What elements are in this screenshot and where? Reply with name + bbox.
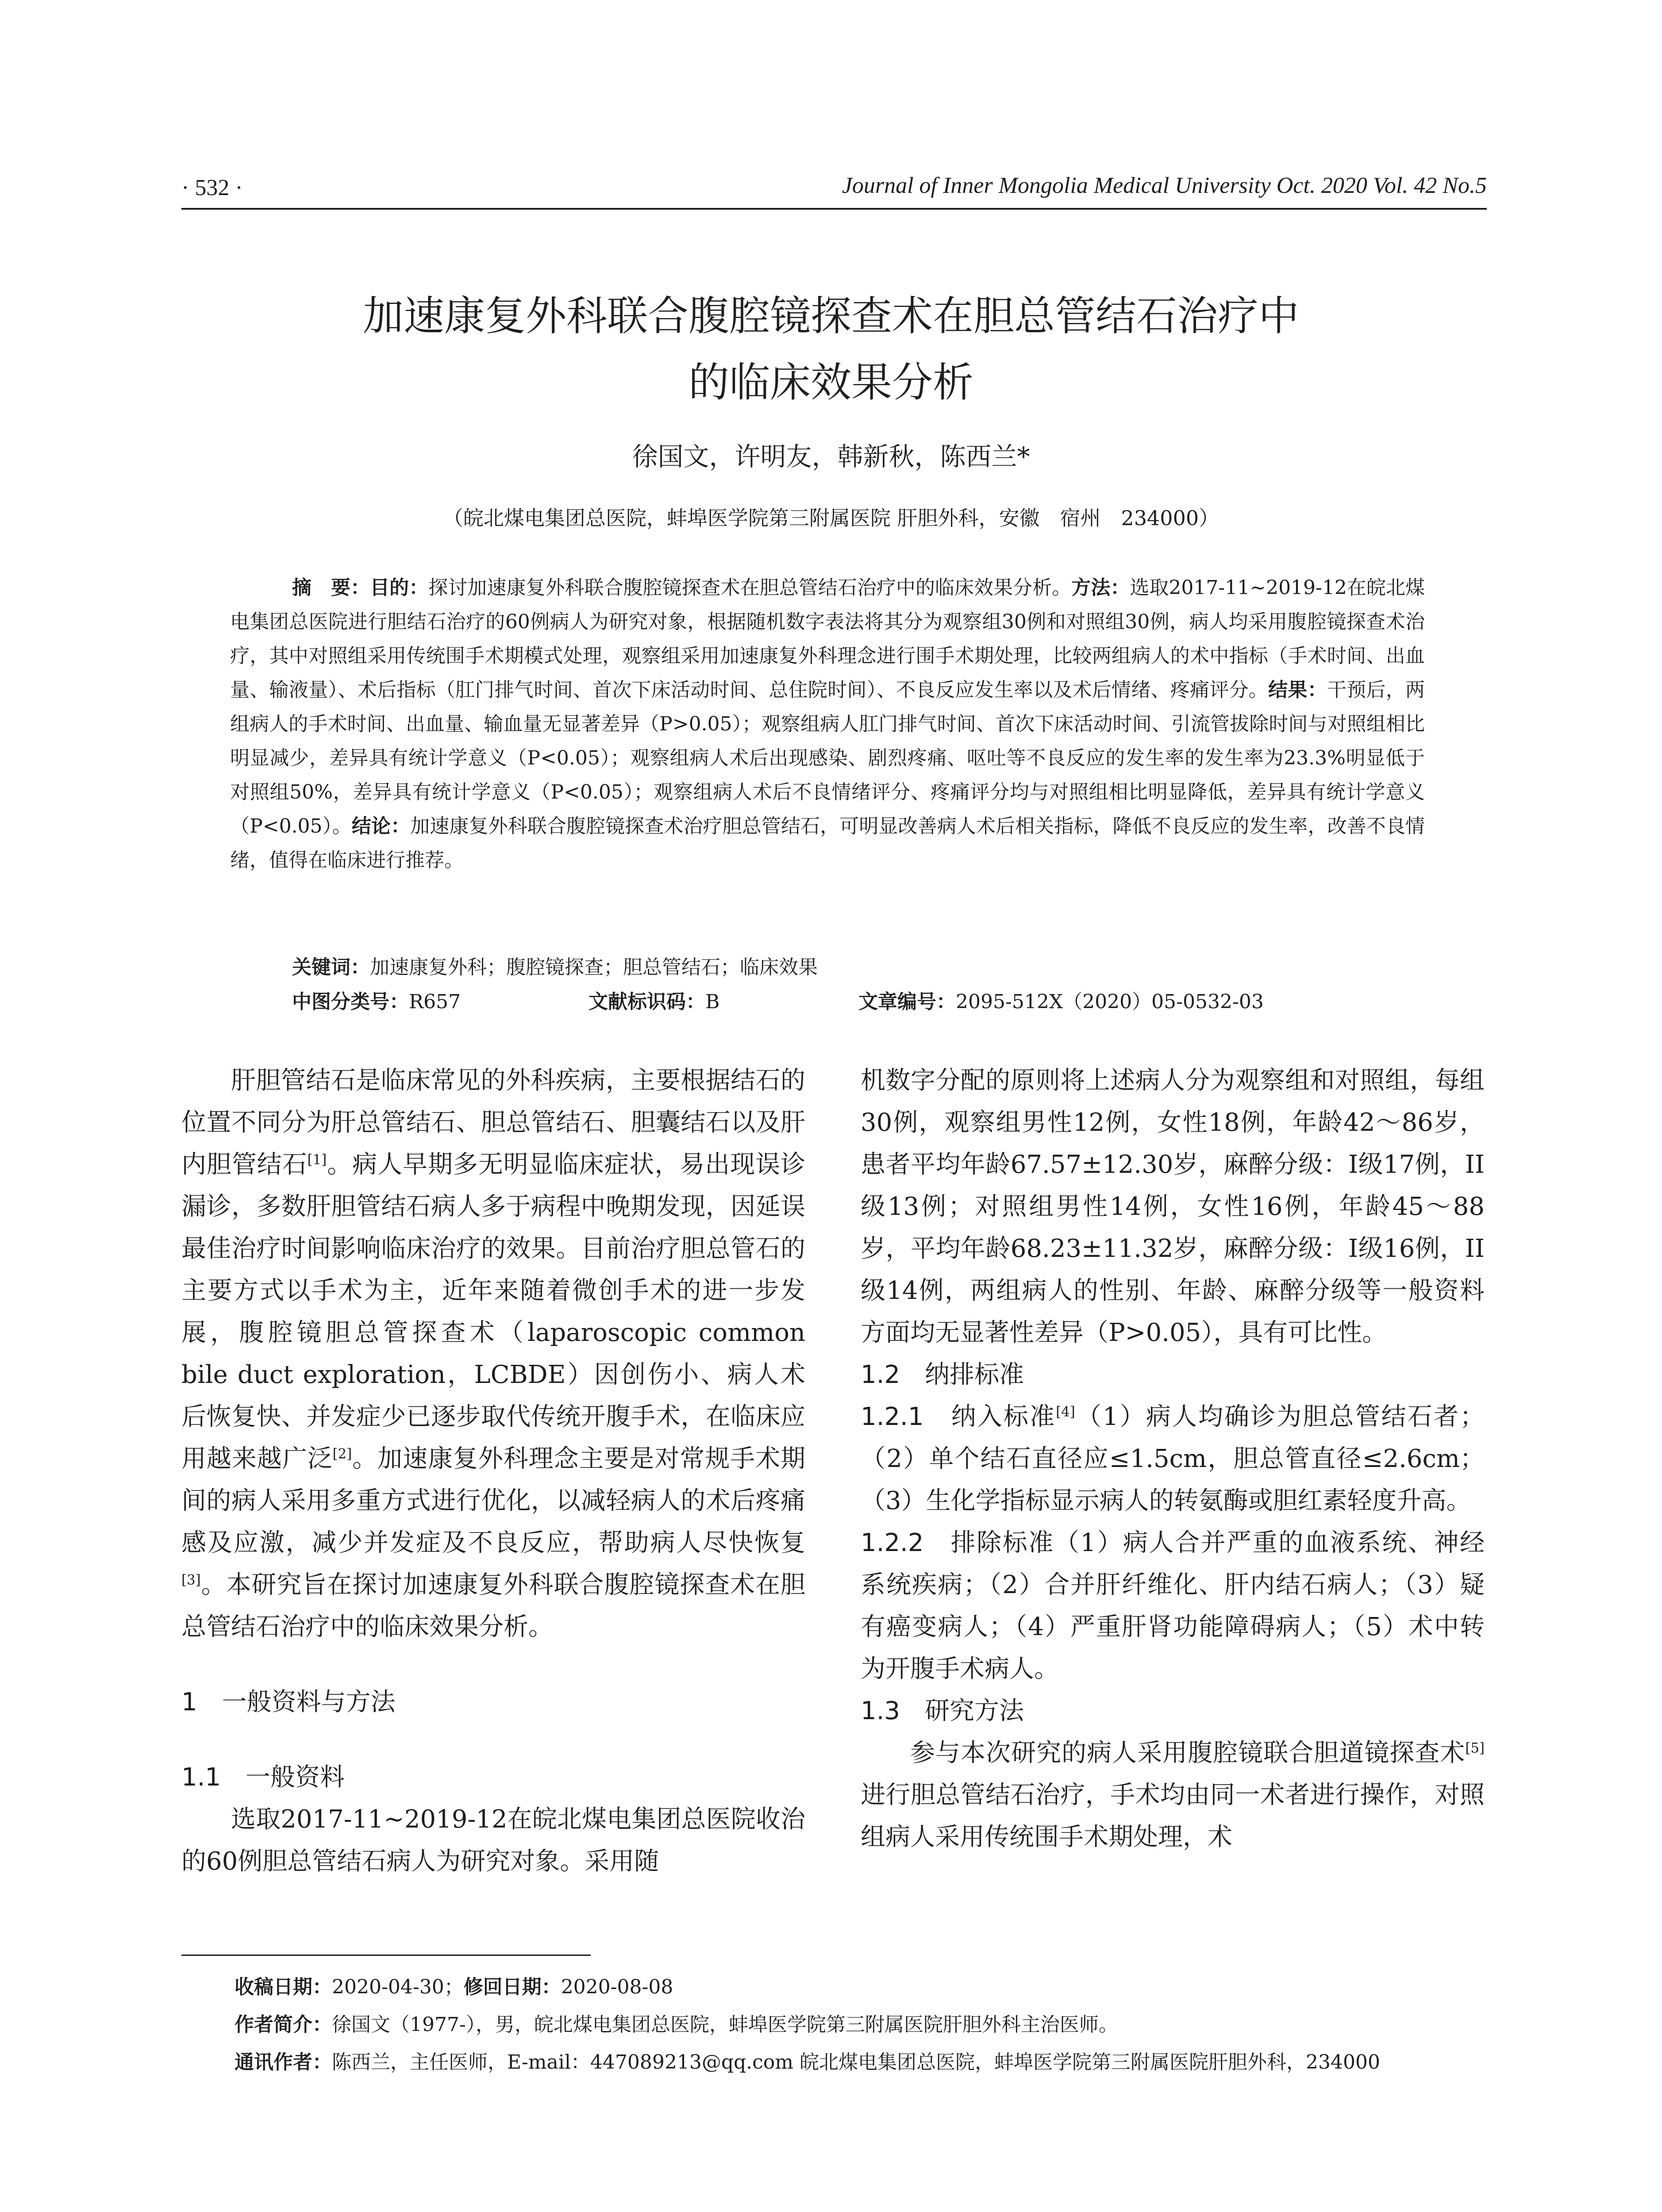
inclusion-text: （1）病人均确诊为胆总管结石者；（2）单个结石直径应≤1.5cm，胆总管直径≤2.6cm；（3）生化学指标显示病人的转氨酶或胆红素轻度升高。 — [861, 1402, 1485, 1515]
citation-4: [4] — [1056, 1404, 1075, 1420]
abstract-label: 摘 要： — [292, 576, 370, 599]
section-1-2-1-heading: 1.2.1 纳入标准 — [861, 1402, 1056, 1431]
keywords-label: 关键词： — [292, 956, 370, 979]
abstract — [230, 571, 1425, 877]
intro-text-4: 。本研究旨在探讨加速康复外科联合腹腔镜探查术在胆总管结石治疗中的临床效果分析。 — [181, 1571, 805, 1641]
section-1-3-heading: 1.3 研究方法 — [861, 1697, 1024, 1725]
corr-label: 通讯作者： — [235, 2051, 332, 2074]
clc-label: 中图分类号： — [292, 991, 409, 1013]
citation-3: [3] — [181, 1572, 201, 1588]
affiliation: （皖北煤电集团总医院，蚌埠医学院第三附属医院 肝胆外科，安徽 宿州 234000） — [442, 506, 1220, 530]
purpose-label: 目的： — [370, 576, 429, 599]
exclusion-text: （1）病人合并严重的血液系统、神经系统疾病；（2）合并肝纤维化、肝内结石病人；（3）疑有癌变病人；（4）严重肝肾功能障碍病人；（5）术中转为开腹手术病人。 — [861, 1528, 1485, 1683]
doc-label: 文献标识码： — [589, 991, 705, 1013]
doc-value: B — [705, 991, 720, 1013]
received-label: 收稿日期： — [235, 1976, 332, 1998]
conclusion-label: 结论： — [351, 815, 411, 837]
intro-paragraph — [181, 1060, 805, 1648]
journal-running-header: Journal of Inner Mongolia Medical University Oct. 2020 Vol. 42 No.5 — [842, 173, 1487, 198]
article-value: 2095-512X（2020）05-0532-03 — [956, 991, 1264, 1013]
article-label: 文章编号： — [858, 991, 956, 1013]
corr-value: 陈西兰，主任医师，E-mail：447089213@qq.com 皖北煤电集团总医院，蚌埠医学院第三附属医院肝胆外科，234000 — [332, 2051, 1380, 2074]
clc-value: R657 — [409, 991, 461, 1013]
author-list: 徐国文，许明友，韩新秋，陈西兰* — [632, 442, 1030, 472]
method-label: 方法： — [1071, 576, 1130, 599]
bio-label: 作者简介： — [235, 2013, 332, 2036]
intro-text-2: 。病人早期多无明显临床症状，易出现误诊漏诊，多数肝胆管结石病人多于病程中晚期发现，因延误最佳治疗时间影响临床治疗的效果。目前治疗胆总管石的主要方式以手术为主，近年来随着微创手术的进一步发展，腹腔镜胆总管探查术（laparoscopic common bile duct exploration，LCBDE）因创伤小、病人术后恢复快、并发症少已逐步取代传统开腹手术，在临床应用越来越广泛 — [181, 1150, 806, 1473]
section-1-2-heading: 1.2 纳排标准 — [861, 1360, 1024, 1389]
article-number — [858, 986, 1264, 1014]
corresponding-author — [235, 2046, 1380, 2074]
keywords — [292, 951, 818, 979]
author-bio — [235, 2008, 1118, 2037]
section-1-2-2-heading: 1.2.2 排除标准 — [861, 1528, 1054, 1557]
section-1-heading: 1 一般资料与方法 — [181, 1688, 396, 1717]
page-number: · 532 · — [181, 175, 243, 200]
revised-label: 修回日期： — [463, 1976, 561, 1998]
citation-5: [5] — [1465, 1740, 1485, 1756]
method-text-1: 参与本次研究的病人采用腹腔镜联合胆道镜探查术 — [910, 1739, 1466, 1767]
clc-number — [292, 986, 461, 1014]
citation-2: [2] — [332, 1446, 352, 1462]
general-data-paragraph: 选取2017-11~2019-12在皖北煤电集团总医院收治的60例胆总管结石病人为研究对象。采用随 — [181, 1805, 805, 1876]
received-value: 2020-04-30； — [332, 1976, 464, 1998]
result-label: 结果： — [1268, 679, 1327, 701]
abstract-conclusion: 加速康复外科联合腹腔镜探查术治疗胆总管结石，可明显改善病人术后相关指标，降低不良反应的发生率，改善不良情绪，值得在临床进行推荐。 — [230, 815, 1425, 872]
abstract-result: 干预后，两组病人的手术时间、出血量、输血量无显著差异（P>0.05）；观察组病人肛门排气时间、首次下床活动时间、引流管拔除时间与对照组相比明显减少，差异具有统计学意义（P<0.05）；观察组病人术后出现感染、剧烈疼痛、呕吐等不良反应的发生率的发生率为23.3%明显低于对照组50%，差异具有统计学意义（P<0.05）；观察组病人术后不良情绪评分、疼痛评分均与对照组相比明显降低，差异具有统计学意义（P<0.05）。 — [230, 679, 1425, 837]
general-data-continued: 机数字分配的原则将上述病人分为观察组和对照组，每组30例，观察组男性12例，女性18例，年龄42～86岁，患者平均年龄67.57±12.30岁，麻醉分级：I级17例，II级13例；对照组男性14例，女性16例，年龄45～88岁，平均年龄68.23±11.32岁，麻醉分级：I级16例，II级14例，两组病人的性别、年龄、麻醉分级等一般资料方面均无显著性差异（P>0.05），具有可比性。 — [861, 1066, 1485, 1347]
right-column — [861, 1060, 1485, 1858]
article-title-line-1: 加速康复外科联合腹腔镜探查术在胆总管结石治疗中 — [362, 292, 1299, 340]
left-column — [181, 1060, 805, 1882]
footnote-rule — [181, 1955, 591, 1956]
citation-1: [1] — [307, 1152, 327, 1168]
abstract-purpose: 探讨加速康复外科联合腹腔镜探查术在胆总管结石治疗中的临床效果分析。 — [428, 576, 1072, 599]
method-text-2: 进行胆总管结石治疗，手术均由同一术者进行操作，对照组病人采用传统围手术期处理，术 — [861, 1781, 1485, 1851]
revised-value: 2020-08-08 — [561, 1976, 673, 1998]
abstract-method: 选取2017-11~2019-12在皖北煤电集团总医院进行胆结石治疗的60例病人为研究对象，根据随机数字表法将其分为观察组30例和对照组30例，病人均采用腹腔镜探查术治疗，其中对照组采用传统围手术期模式处理，观察组采用加速康复外科理念进行围手术期处理，比较两组病人的术中指标（手术时间、出血量、输液量）、术后指标（肛门排气时间、首次下床活动时间、总住院时间）、不良反应发生率以及术后情绪、疼痛评分。 — [230, 576, 1425, 701]
exclusion-paragraph — [861, 1522, 1485, 1690]
received-date — [235, 1971, 673, 1999]
intro-text-3: 。加速康复外科理念主要是对常规手术期间的病人采用多重方式进行优化，以减轻病人的术后疼痛感及应激，减少并发症及不良反应，帮助病人尽快恢复 — [181, 1444, 805, 1557]
keywords-value: 加速康复外科；腹腔镜探查；胆总管结石；临床效果 — [370, 956, 818, 979]
bio-value: 徐国文（1977-），男，皖北煤电集团总医院，蚌埠医学院第三附属医院肝胆外科主治医师。 — [332, 2013, 1118, 2036]
method-paragraph — [861, 1732, 1485, 1858]
header-rule — [181, 208, 1487, 210]
section-1-1-heading: 1.1 一般资料 — [181, 1763, 345, 1792]
inclusion-paragraph — [861, 1396, 1485, 1522]
article-title-line-2: 的临床效果分析 — [688, 359, 973, 406]
document-code — [589, 986, 719, 1014]
intro-text-1: 肝胆管结石是临床常见的外科疾病，主要根据结石的位置不同分为肝总管结石、胆总管结石、胆囊结石以及肝内胆管结石 — [181, 1066, 805, 1179]
